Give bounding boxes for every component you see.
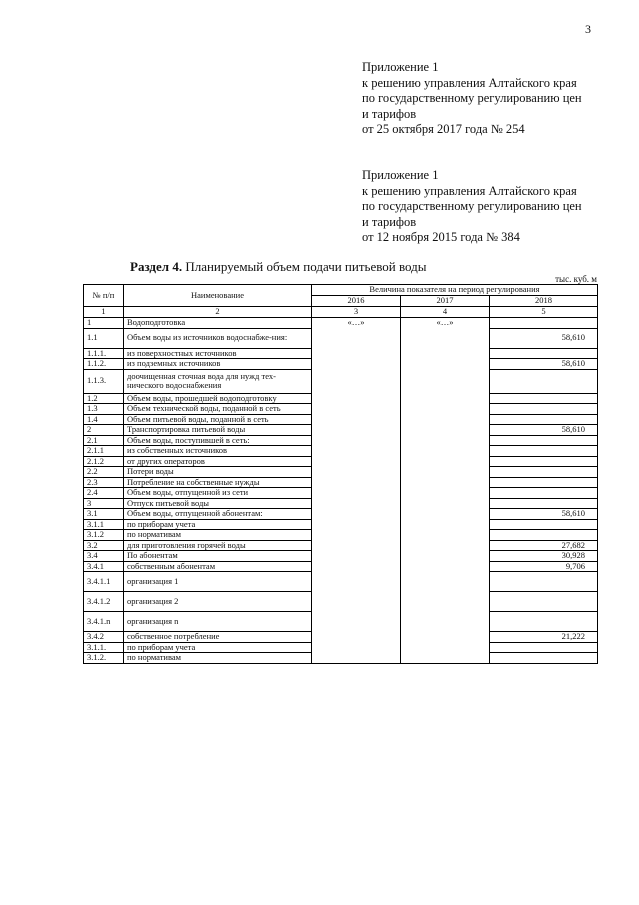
row-name: Объем воды, поступившей в сеть: [124,435,312,446]
table-row [84,456,598,467]
row-name: Отпуск питьевой воды [124,498,312,509]
table-row [84,435,598,446]
table-row [84,359,598,370]
value-2016 [312,551,401,562]
header-num: № п/п [84,285,124,307]
table-row [84,318,598,329]
table-row [84,612,598,632]
value-2018: 9,706 [490,561,598,572]
row-number: 3.4.1.1 [84,572,124,592]
value-2018 [490,393,598,404]
row-name: Потери воды [124,467,312,478]
value-2016 [312,446,401,457]
row-number: 1.1.2. [84,359,124,370]
value-2016 [312,404,401,415]
row-name: организация 1 [124,572,312,592]
row-name: Транспортировка питьевой воды [124,425,312,436]
table-row [84,477,598,488]
header-period-group: Величина показателя на период регулирования [312,285,598,296]
row-number: 2.1 [84,435,124,446]
row-number: 3.1 [84,509,124,520]
appendix-line: к решению управления Алтайского края [362,183,577,198]
value-2018 [490,318,598,329]
row-number: 3.1.2. [84,653,124,664]
value-2018 [490,404,598,415]
row-name: организация n [124,612,312,632]
row-number: 3.4.1.n [84,612,124,632]
header-year-2017: 2017 [401,296,490,307]
row-number: 2.1.1 [84,446,124,457]
value-2016 [312,509,401,520]
row-number: 3 [84,498,124,509]
value-2016 [312,328,401,348]
value-2018: 58,610 [490,359,598,370]
value-2017 [401,612,490,632]
table-row [84,425,598,436]
value-2016 [312,456,401,467]
table-row [84,592,598,612]
table-row [84,653,598,664]
header-year-2018: 2018 [490,296,598,307]
value-2017 [401,498,490,509]
row-name: из поверхностных источников [124,348,312,359]
row-name: по приборам учета [124,642,312,653]
header-year-2016: 2016 [312,296,401,307]
value-2017 [401,404,490,415]
section-title [130,259,427,275]
row-number: 1.1 [84,328,124,348]
section-title-text: Планируемый объем подачи питьевой воды [185,259,427,274]
row-name: по нормативам [124,653,312,664]
value-2016 [312,369,401,393]
appendix-line: по государственному регулированию цен [362,199,582,213]
row-number: 1.3 [84,404,124,415]
value-2017 [401,592,490,612]
value-2016 [312,359,401,370]
value-2018 [490,488,598,499]
table-row [84,642,598,653]
column-number: 1 [84,307,124,318]
value-2017 [401,414,490,425]
value-2017 [401,488,490,499]
table-row [84,551,598,562]
value-2016 [312,467,401,478]
value-2016: «…» [312,318,401,329]
row-name: организация 2 [124,592,312,612]
value-2016 [312,561,401,572]
value-2017 [401,519,490,530]
table-row [84,348,598,359]
value-2017 [401,632,490,643]
value-2018 [490,435,598,446]
table-row [84,561,598,572]
value-2017 [401,425,490,436]
units-label: тыс. куб. м [555,274,597,284]
value-2018 [490,446,598,457]
column-number: 5 [490,307,598,318]
value-2016 [312,435,401,446]
value-2018 [490,519,598,530]
row-number: 2.1.2 [84,456,124,467]
table-row [84,632,598,643]
value-2018: 58,610 [490,328,598,348]
table-row [84,498,598,509]
value-2018: 27,682 [490,540,598,551]
value-2016 [312,348,401,359]
table-row [84,540,598,551]
row-name: собственное потребление [124,632,312,643]
table-row [84,328,598,348]
value-2017 [401,477,490,488]
row-name: Объем питьевой воды, поданной в сеть [124,414,312,425]
value-2016 [312,414,401,425]
row-name: Объем воды из источников водоснабже-ния: [124,328,312,348]
column-number: 3 [312,307,401,318]
value-2017 [401,540,490,551]
value-2017 [401,561,490,572]
row-name: из подземных источников [124,359,312,370]
header-name: Наименование [124,285,312,307]
value-2016 [312,519,401,530]
row-number: 3.2 [84,540,124,551]
table-row [84,393,598,404]
value-2018: 30,928 [490,551,598,562]
row-number: 1.1.3. [84,369,124,393]
row-name: Потребление на собственные нужды [124,477,312,488]
value-2018: 21,222 [490,632,598,643]
value-2016 [312,488,401,499]
row-number: 3.1.2 [84,530,124,541]
value-2017 [401,369,490,393]
value-2018 [490,572,598,592]
value-2017 [401,328,490,348]
value-2016 [312,592,401,612]
table-row [84,530,598,541]
value-2018 [490,456,598,467]
value-2018 [490,653,598,664]
table-row [84,467,598,478]
row-name: Объем воды, прошедшей водоподготовку [124,393,312,404]
row-name: Объем воды, отпущенной абонентам: [124,509,312,520]
page-number: 3 [585,22,591,36]
table-row [84,369,598,393]
value-2018 [490,498,598,509]
row-name: Водоподготовка [124,318,312,329]
row-name: по нормативам [124,530,312,541]
row-number: 1.2 [84,393,124,404]
value-2016 [312,653,401,664]
row-number: 3.4.1 [84,561,124,572]
value-2016 [312,498,401,509]
table-row [84,404,598,415]
row-name: собственным абонентам [124,561,312,572]
value-2016 [312,530,401,541]
table-row [84,446,598,457]
value-2017 [401,446,490,457]
appendix-line: и тарифов [362,214,417,229]
row-name: Объем технической воды, поданной в сеть [124,404,312,415]
table-row [84,509,598,520]
value-2016 [312,632,401,643]
value-2018 [490,477,598,488]
row-name: Объем воды, отпущенной из сети [124,488,312,499]
value-2018 [490,414,598,425]
value-2016 [312,425,401,436]
value-2018: 58,610 [490,425,598,436]
appendix-line: к решению управления Алтайского края [362,75,577,90]
row-number: 2.3 [84,477,124,488]
row-number: 3.1.1. [84,642,124,653]
value-2017 [401,530,490,541]
value-2016 [312,393,401,404]
value-2017 [401,456,490,467]
appendix-previous [362,168,582,246]
value-2017 [401,467,490,478]
appendix-line: от 25 октября 2017 года № 254 [362,122,525,136]
value-2017 [401,642,490,653]
value-2018 [490,348,598,359]
column-number: 4 [401,307,490,318]
row-number: 3.1.1 [84,519,124,530]
value-2017 [401,509,490,520]
table-row [84,519,598,530]
value-2018 [490,612,598,632]
section-label: Раздел 4. [130,259,183,274]
row-number: 2.2 [84,467,124,478]
value-2017: «…» [401,318,490,329]
value-2016 [312,612,401,632]
row-number: 1 [84,318,124,329]
row-name: доочищенная сточная вода для нужд тех-нического водоснабжения [124,369,312,393]
value-2016 [312,540,401,551]
value-2016 [312,477,401,488]
appendix-line: Приложение 1 [362,168,439,182]
row-name: по приборам учета [124,519,312,530]
value-2018 [490,530,598,541]
value-2017 [401,435,490,446]
table-row [84,414,598,425]
value-2017 [401,653,490,664]
table-row [84,572,598,592]
row-number: 1.1.1. [84,348,124,359]
appendix-line: Приложение 1 [362,60,439,74]
appendix-line: и тарифов [362,106,417,121]
row-number: 3.4.1.2 [84,592,124,612]
value-2018 [490,467,598,478]
row-name: из собственных источников [124,446,312,457]
appendix-line: от 12 ноября 2015 года № 384 [362,230,520,244]
value-2018: 58,610 [490,509,598,520]
row-name: По абонентам [124,551,312,562]
value-2017 [401,572,490,592]
water-supply-table [83,284,598,664]
value-2018 [490,592,598,612]
value-2018 [490,642,598,653]
appendix-current [362,60,582,138]
row-number: 3.4.2 [84,632,124,643]
value-2017 [401,359,490,370]
column-number: 2 [124,307,312,318]
row-number: 2 [84,425,124,436]
row-number: 2.4 [84,488,124,499]
value-2017 [401,551,490,562]
value-2016 [312,572,401,592]
value-2017 [401,393,490,404]
row-name: от других операторов [124,456,312,467]
row-number: 1.4 [84,414,124,425]
row-number: 3.4 [84,551,124,562]
value-2018 [490,369,598,393]
value-2016 [312,642,401,653]
value-2017 [401,348,490,359]
table-row [84,488,598,499]
appendix-line: по государственному регулированию цен [362,91,582,105]
row-name: для приготовления горячей воды [124,540,312,551]
